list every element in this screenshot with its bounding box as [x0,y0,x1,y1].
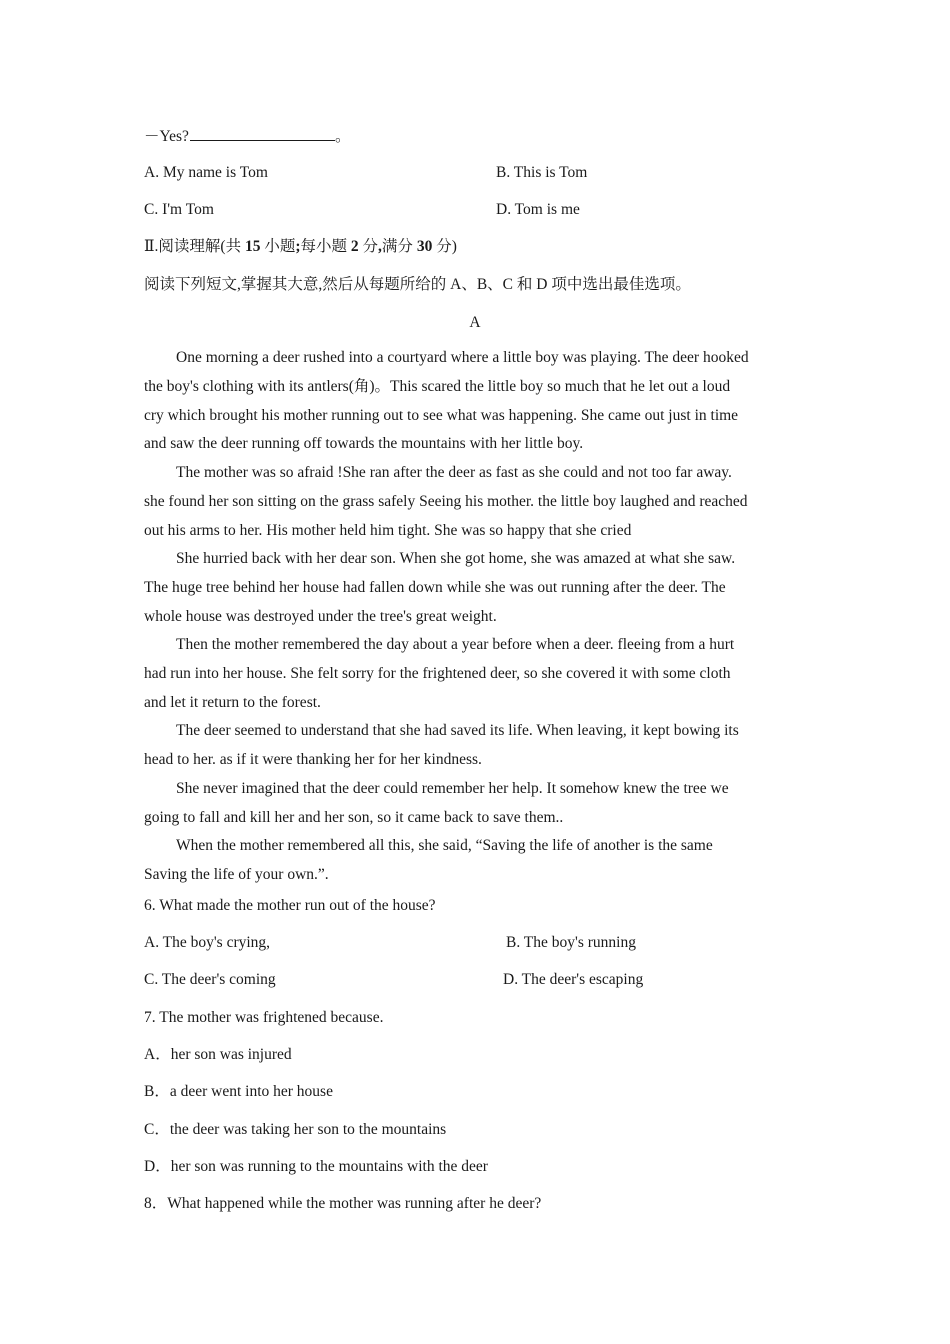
section-title-part: 分 [358,238,379,255]
passage-line: head to her. as if it were thanking her for her kindness. [144,750,482,768]
passage-line: The deer seemed to understand that she had saved its life. When leaving, it kept bowing its [176,722,739,739]
question-6-stem: 6. What made the mother run out of the house? [144,897,436,914]
prev-question-text: －Yes? [144,128,189,145]
prev-option-a: A. My name is Tom [144,164,268,181]
section-title-num-questions: 15 [244,238,261,255]
passage-paragraph-4 [144,631,768,717]
passage-line: going to fall and kill her and her son, so it came back to save them.. [144,808,564,826]
section-title-prefix: Ⅱ.阅读理解(共 [144,238,245,255]
section-title-comma: , [378,238,382,255]
section-title-part: 小题 [260,238,296,255]
section-title-colon: ; [295,238,301,255]
prev-option-d: D. Tom is me [496,201,580,218]
passage-line: Then the mother remembered the day about a year before when a deer. fleeing from a hurt [176,636,735,653]
passage-line: out his arms to her. His mother held him tight. She was so happy that she cried [144,521,632,539]
passage-line: whole house was destroyed under the tree's great weight. [144,607,497,625]
passage-line: she found her son sitting on the grass safely Seeing his mother. the little boy laughed and reached [144,492,748,510]
question-7-stem: 7. The mother was frightened because. [144,1009,384,1026]
prev-option-c: C. I'm Tom [144,201,214,218]
section-title-total-points: 30 [416,238,433,255]
passage-line: When the mother remembered all this, she said, “Saving the life of another is the same [176,837,713,854]
section-title [144,237,457,257]
section-title-part: 每小题 [300,238,351,255]
q6-option-a: A. The boy's crying, [144,934,271,951]
q7-option-d: D．her son was running to the mountains with the deer [144,1158,488,1175]
prev-question-prompt [144,126,350,147]
passage-line: The mother was so afraid !She ran after the deer as fast as she could and not too far away. [176,464,732,481]
passage-line: One morning a deer rushed into a courtyard where a little boy was playing. The deer hooked [176,349,749,366]
q6-option-d: D. The deer's escaping [503,971,644,988]
passage-paragraph-6 [144,775,768,833]
passage-paragraph-3 [144,545,768,631]
passage-line: had run into her house. She felt sorry for the frightened deer, so she covered it with some cloth [144,664,731,682]
question-8-stem: 8．What happened while the mother was running after he deer? [144,1195,542,1212]
passage-paragraph-2 [144,459,768,545]
passage-line: and saw the deer running off towards the mountains with her little boy. [144,435,584,453]
section-title-points-each: 2 [350,238,359,255]
q7-option-b: B．a deer went into her house [144,1083,333,1100]
passage-paragraph-1 [144,344,768,459]
passage-line: the boy's clothing with its antlers(角)。This scared the little boy so much that he let out a loud [144,377,731,395]
passage-line: cry which brought his mother running out to see what was happening. She came out just in time [144,406,739,424]
passage-line: She never imagined that the deer could remember her help. It somehow knew the tree we [176,780,729,797]
q7-option-a: A．her son was injured [144,1046,292,1063]
passage-paragraph-5 [144,717,768,775]
prev-option-b: B. This is Tom [496,164,588,181]
section-instruction: 阅读下列短文,掌握其大意,然后从每题所给的 A、B、C 和 D 项中选出最佳选项。 [144,276,691,293]
passage-line: Saving the life of your own.”. [144,865,329,883]
passage-line: The huge tree behind her house had fallen down while she was out running after the deer. The [144,578,726,596]
passage-paragraph-7 [144,832,768,890]
q6-option-b: B. The boy's running [506,934,636,951]
prev-question-end: 。 [334,128,351,145]
q7-option-c: C．the deer was taking her son to the mountains [144,1121,447,1138]
passage-label: A [469,314,481,331]
passage-line: She hurried back with her dear son. When she got home, she was amazed at what she saw. [176,550,736,567]
section-title-part: 满分 [381,238,417,255]
section-title-suffix: 分) [432,238,457,255]
passage-line: and let it return to the forest. [144,693,321,711]
answer-blank [190,126,335,141]
q6-option-c: C. The deer's coming [144,971,276,988]
